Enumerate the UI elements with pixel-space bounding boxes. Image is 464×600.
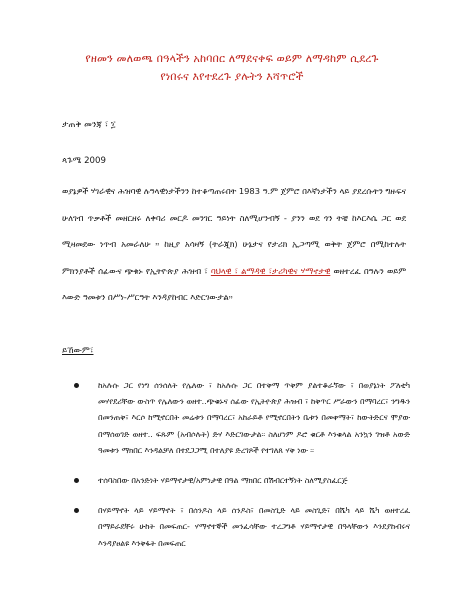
bullet-icon bbox=[74, 478, 79, 483]
bullet-icon bbox=[74, 508, 79, 513]
highlighted-phrase: ባህላዊ ፣ ልማዳዊ ፣ታሪካዊና ሃማኖታዊ bbox=[210, 265, 331, 276]
list-item bbox=[70, 473, 410, 489]
bullet-text: ተሰባስበው በአንድነት ሃይማኖታዊ/አምነታዊ በዓል ማክበር በሽብርተኝነት ስለሚያስፈርጅ bbox=[98, 476, 348, 486]
bullet-text: ከአሉሱ ጋር የነግ ሰንሰለት የሌለው ፣ ከአሉሱ ጋር በተቅማ ጥቅም ያልተቆራኘው ፣ በወያኔነት ፖለቲካ መሃየደሪቸው ውስጥ የሌለውን ወዘተ..ጭቁኑና ሰፊው የኢትዮጵያ ሕዝብ ፣ ከቅጥር ሥራውን በማባረር፣ ንግዱን በመንጠቅ፣ እርሶ ከሚኖርበት መሬቱን በማባረር፣ አከራይቶ የሚኖርበትን ቤቱን በመቀማት፣ ከውትድርና ሞያው በማሰወገድ ወዘተ.. ፍጹም (አብሶሉት) ድሃ እድርገውታል። ስለሆነም ዶሮ ቁርቶ እንቁላል አንኳን ገዝቶ አውድ ዓመቱን ማክበር እንዳልቻለ በተደጋጋሚ በተለያዩ ድረገጾች የተገለጸ ሃቅ ነው ። bbox=[98, 381, 410, 455]
intro-tail: ወዘተረፈ በዓሉን ወይም እውድ ዓመቱን በሥነ-ሥርዓት እንዳያከብር እድርገውታል። bbox=[62, 265, 406, 302]
document-title bbox=[60, 50, 404, 86]
bullet-icon bbox=[74, 383, 79, 388]
date-line: ጳጉሜ 2009 bbox=[62, 156, 106, 166]
intro-paragraph bbox=[62, 178, 406, 311]
intro-text: ወያኔዎች ሃገራዊና ሕዝባዊ ሉዓላዊነታችንን ከተቆጣጠሩበት 1983 ዓ.ም ጀምሮ በእኛነታችን ላይ ያደረሱትን ግዙፍና ሁለገብ ጥቃቶች መዘርዘሩ ለቀባሪ መርዶ መንገር ዓይነት ስለሚሆንብኝ - ያንን ወደ ጎን ትቼ ከእርእሴ ጋር ወደ ሚዛመደው ነጥብ አመራለሁ ። ከዚያ አሳዛኝ (ትራጂክ) ሁኔታና የታሪክ ኢጋጣሚ ወቅት ጀምሮ በሚከተሉት ምክንያቶች ሰፊውና ጭቁኑ የኢትዮጵያ ሕዝብ ፣ bbox=[62, 186, 406, 276]
title-line-1: የዘመን መለወጫ በዓላችን አከባበር ለማደናቀፍ ወይም ለማዳከም ሲደረጉ bbox=[85, 52, 379, 65]
author-line: ታጠቅ መንጃ ፣ ፲ bbox=[62, 120, 116, 130]
bullet-text: በሃይማኖት ላይ ሃይማኖት ፣ በሰንዶስ ላይ ሰንዶስ፣ በመስጊድ ላይ መስጊድ፣ በሼካ ላይ ሼካ ወዘተረፈ በማይራደቸሩ ሁከት በመፍጠር- ሃማኖተኞች መንፈሳቸው ተረጋግቶ ሃይማኖታዊ በዓላቸውን እንደያከብሩና እንዳያፀልዩ እንቅፋት በመፍጠር bbox=[98, 506, 410, 548]
list-item bbox=[70, 378, 410, 459]
section-heading: ይኸውም፣ bbox=[62, 346, 94, 356]
list-item bbox=[70, 503, 410, 552]
title-line-2: የነበሩና እየተደረጉ ያሉትን እሻጥሮች bbox=[160, 70, 304, 83]
bullet-list bbox=[70, 378, 410, 552]
